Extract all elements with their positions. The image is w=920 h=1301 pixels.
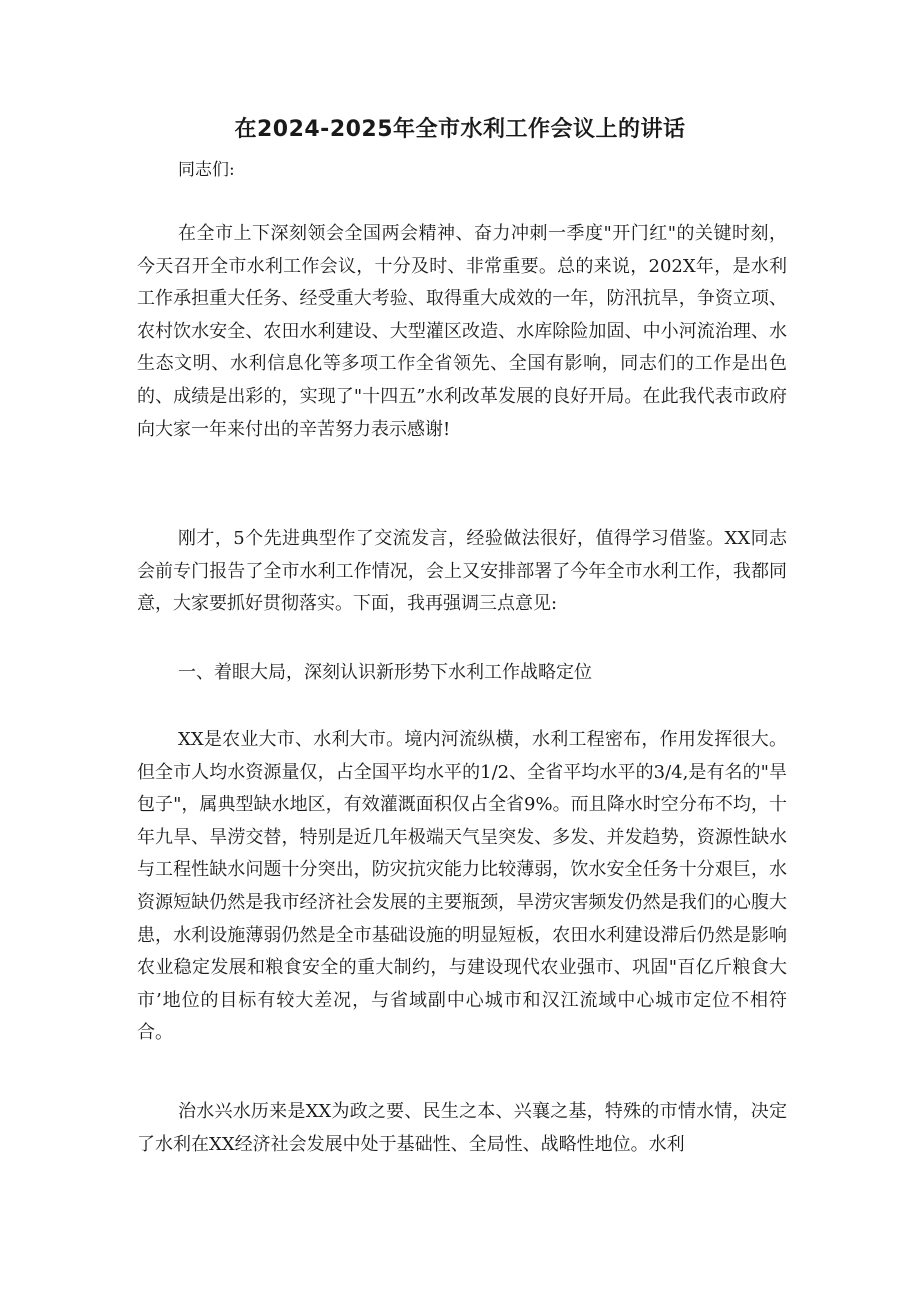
section-heading-1: 一、着眼大局，深刻认识新形势下水利工作战略定位 <box>178 662 592 683</box>
body-paragraph-strategic-position: 治水兴水历来是XX为政之要、民生之本、兴襄之基，特殊的市情水情，决定了水利在XX经济社会发展中处于基础性、全局性、战略性地位。水利 <box>137 1101 787 1155</box>
salutation: 同志们: <box>178 160 235 180</box>
document-title: 在2024-2025年全市水利工作会议上的讲话 <box>234 117 686 142</box>
body-paragraph-intro: 刚才，5个先进典型作了交流发言，经验做法很好，值得学习借鉴。XX同志会前专门报告了全市水利工作情况，会上又安排部署了今年全市水利工作，我都同意，大家要抓好贯彻落实。下面，我再强调三点意见: <box>137 528 787 615</box>
body-paragraph-opening: 在全市上下深刻领会全国两会精神、奋力冲刺一季度"开门红"的关键时刻，今天召开全市水利工作会议，十分及时、非常重要。总的来说，202X年，是水利工作承担重大任务、经受重大考验、取得重大成效的一年，防汛抗旱，争资立项、农村饮水安全、农田水利建设、大型灌区改造、水库除险加固、中小河流治理、水生态文明、水利信息化等多项工作全省领先、全国有影响，同志们的工作是出色的、成绩是出彩的，实现了"十四五”水利改革发展的良好开局。在此我代表市政府向大家一年来付出的辛苦努力表示感谢! <box>137 223 787 440</box>
body-paragraph-situation: XX是农业大市、水利大市。境内河流纵横，水利工程密布，作用发挥很大。但全市人均水资源量仅，占全国平均水平的1/2、全省平均水平的3/4,是有名的"旱包子"，属典型缺水地区，有效灌溉面积仅占全省9%。而且降水时空分布不均，十年九旱、旱涝交替，特别是近几年极端天气呈突发、多发、并发趋势，资源性缺水与工程性缺水问题十分突出，防灾抗灾能力比较薄弱，饮水安全任务十分艰巨，水资源短缺仍然是我市经济社会发展的主要瓶颈，旱涝灾害频发仍然是我们的心腹大患，水利设施薄弱仍然是全市基础设施的明显短板，农田水利建设滞后仍然是影响农业稳定发展和粮食安全的重大制约，与建设现代农业强市、巩固"百亿斤粮食大市’地位的目标有较大差况，与省域副中心城市和汉江流域中心城市定位不相符合。 <box>137 729 787 1044</box>
